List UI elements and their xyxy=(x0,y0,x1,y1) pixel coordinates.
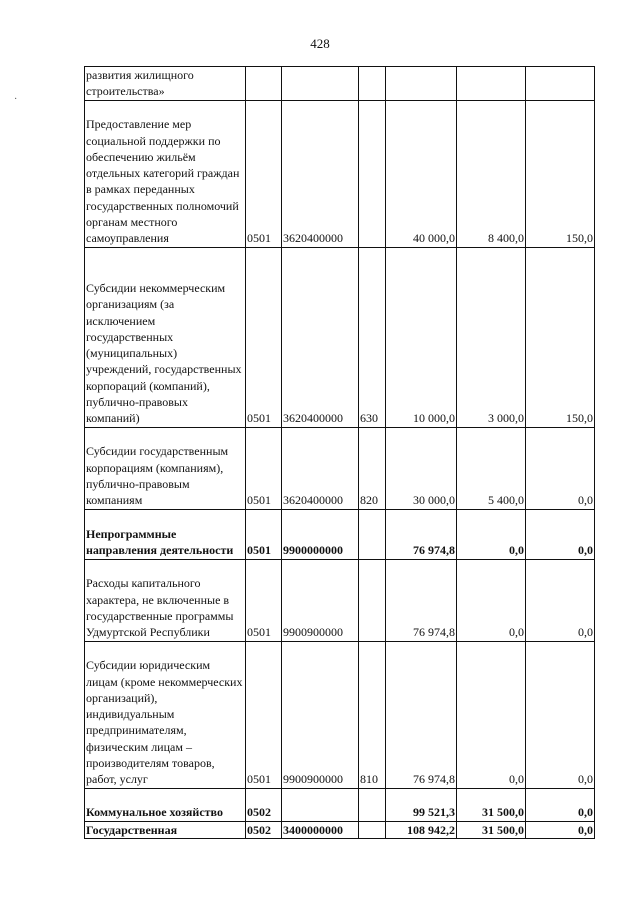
amount-3-cell: 150,0 xyxy=(526,100,595,247)
row-name-cell: Государственная xyxy=(85,821,246,838)
article-code-cell xyxy=(282,67,359,101)
amount-3-cell xyxy=(526,67,595,101)
table-row xyxy=(85,67,595,101)
expense-type-cell xyxy=(359,67,386,101)
amount-1-cell xyxy=(386,67,457,101)
section-code-cell: 0501 xyxy=(246,427,282,509)
amount-2-cell: 31 500,0 xyxy=(457,821,526,838)
expense-type-cell: 820 xyxy=(359,427,386,509)
amount-2-cell: 0,0 xyxy=(457,559,526,641)
amount-1-cell: 99 521,3 xyxy=(386,788,457,821)
expense-type-cell xyxy=(359,559,386,641)
article-code-cell: 3620400000 xyxy=(282,247,359,427)
budget-table xyxy=(84,66,595,839)
section-code-cell: 0502 xyxy=(246,821,282,838)
expense-type-cell xyxy=(359,788,386,821)
amount-3-cell: 0,0 xyxy=(526,821,595,838)
amount-3-cell: 150,0 xyxy=(526,247,595,427)
amount-1-cell: 76 974,8 xyxy=(386,509,457,559)
row-name-cell: Расходы капитального характера, не включенные в государственные программы Удмуртской Республики xyxy=(85,559,246,641)
amount-1-cell: 30 000,0 xyxy=(386,427,457,509)
amount-2-cell: 0,0 xyxy=(457,641,526,788)
expense-type-cell: 810 xyxy=(359,641,386,788)
article-code-cell xyxy=(282,788,359,821)
amount-1-cell: 76 974,8 xyxy=(386,641,457,788)
row-name-cell: Субсидии юридическим лицам (кроме некоммерческих организаций), индивидуальным предпринимателям, физическим лицам – производителям товаров, работ, услуг xyxy=(85,641,246,788)
row-name-cell: Коммунальное хозяйство xyxy=(85,788,246,821)
article-code-cell: 9900900000 xyxy=(282,641,359,788)
amount-1-cell: 40 000,0 xyxy=(386,100,457,247)
amount-2-cell: 5 400,0 xyxy=(457,427,526,509)
amount-3-cell: 0,0 xyxy=(526,641,595,788)
amount-3-cell: 0,0 xyxy=(526,427,595,509)
expense-type-cell xyxy=(359,100,386,247)
budget-table-body xyxy=(85,67,595,839)
margin-mark: · xyxy=(14,94,18,105)
amount-2-cell: 8 400,0 xyxy=(457,100,526,247)
table-row xyxy=(85,641,595,788)
row-name-cell: Предоставление мер социальной поддержки по обеспечению жильём отдельных категорий граждан в рамках переданных государственных полномочий органам местного самоуправления xyxy=(85,100,246,247)
table-row xyxy=(85,247,595,427)
row-name-cell: Субсидии государственным корпорациям (компаниям), публично-правовым компаниям xyxy=(85,427,246,509)
row-name-cell: Непрограммные направления деятельности xyxy=(85,509,246,559)
amount-3-cell: 0,0 xyxy=(526,559,595,641)
amount-2-cell: 3 000,0 xyxy=(457,247,526,427)
amount-1-cell: 10 000,0 xyxy=(386,247,457,427)
article-code-cell: 9900000000 xyxy=(282,509,359,559)
article-code-cell: 3400000000 xyxy=(282,821,359,838)
table-row xyxy=(85,427,595,509)
page-number: 428 xyxy=(310,36,330,51)
expense-type-cell xyxy=(359,509,386,559)
expense-type-cell xyxy=(359,821,386,838)
section-code-cell xyxy=(246,67,282,101)
section-code-cell: 0501 xyxy=(246,641,282,788)
article-code-cell: 9900900000 xyxy=(282,559,359,641)
section-code-cell: 0501 xyxy=(246,559,282,641)
article-code-cell: 3620400000 xyxy=(282,100,359,247)
amount-3-cell: 0,0 xyxy=(526,509,595,559)
amount-1-cell: 108 942,2 xyxy=(386,821,457,838)
row-name-cell: Субсидии некоммерческим организациям (за исключением государственных (муниципальных) учреждений, государственных корпораций (компаний), публично-правовых компаний) xyxy=(85,247,246,427)
table-row xyxy=(85,509,595,559)
amount-1-cell: 76 974,8 xyxy=(386,559,457,641)
amount-2-cell: 0,0 xyxy=(457,509,526,559)
row-name-cell: развития жилищного строительства» xyxy=(85,67,246,101)
table-row xyxy=(85,559,595,641)
amount-2-cell xyxy=(457,67,526,101)
section-code-cell: 0501 xyxy=(246,247,282,427)
section-code-cell: 0501 xyxy=(246,509,282,559)
table-row xyxy=(85,788,595,821)
section-code-cell: 0501 xyxy=(246,100,282,247)
table-row xyxy=(85,821,595,838)
amount-3-cell: 0,0 xyxy=(526,788,595,821)
amount-2-cell: 31 500,0 xyxy=(457,788,526,821)
section-code-cell: 0502 xyxy=(246,788,282,821)
expense-type-cell: 630 xyxy=(359,247,386,427)
article-code-cell: 3620400000 xyxy=(282,427,359,509)
table-row xyxy=(85,100,595,247)
